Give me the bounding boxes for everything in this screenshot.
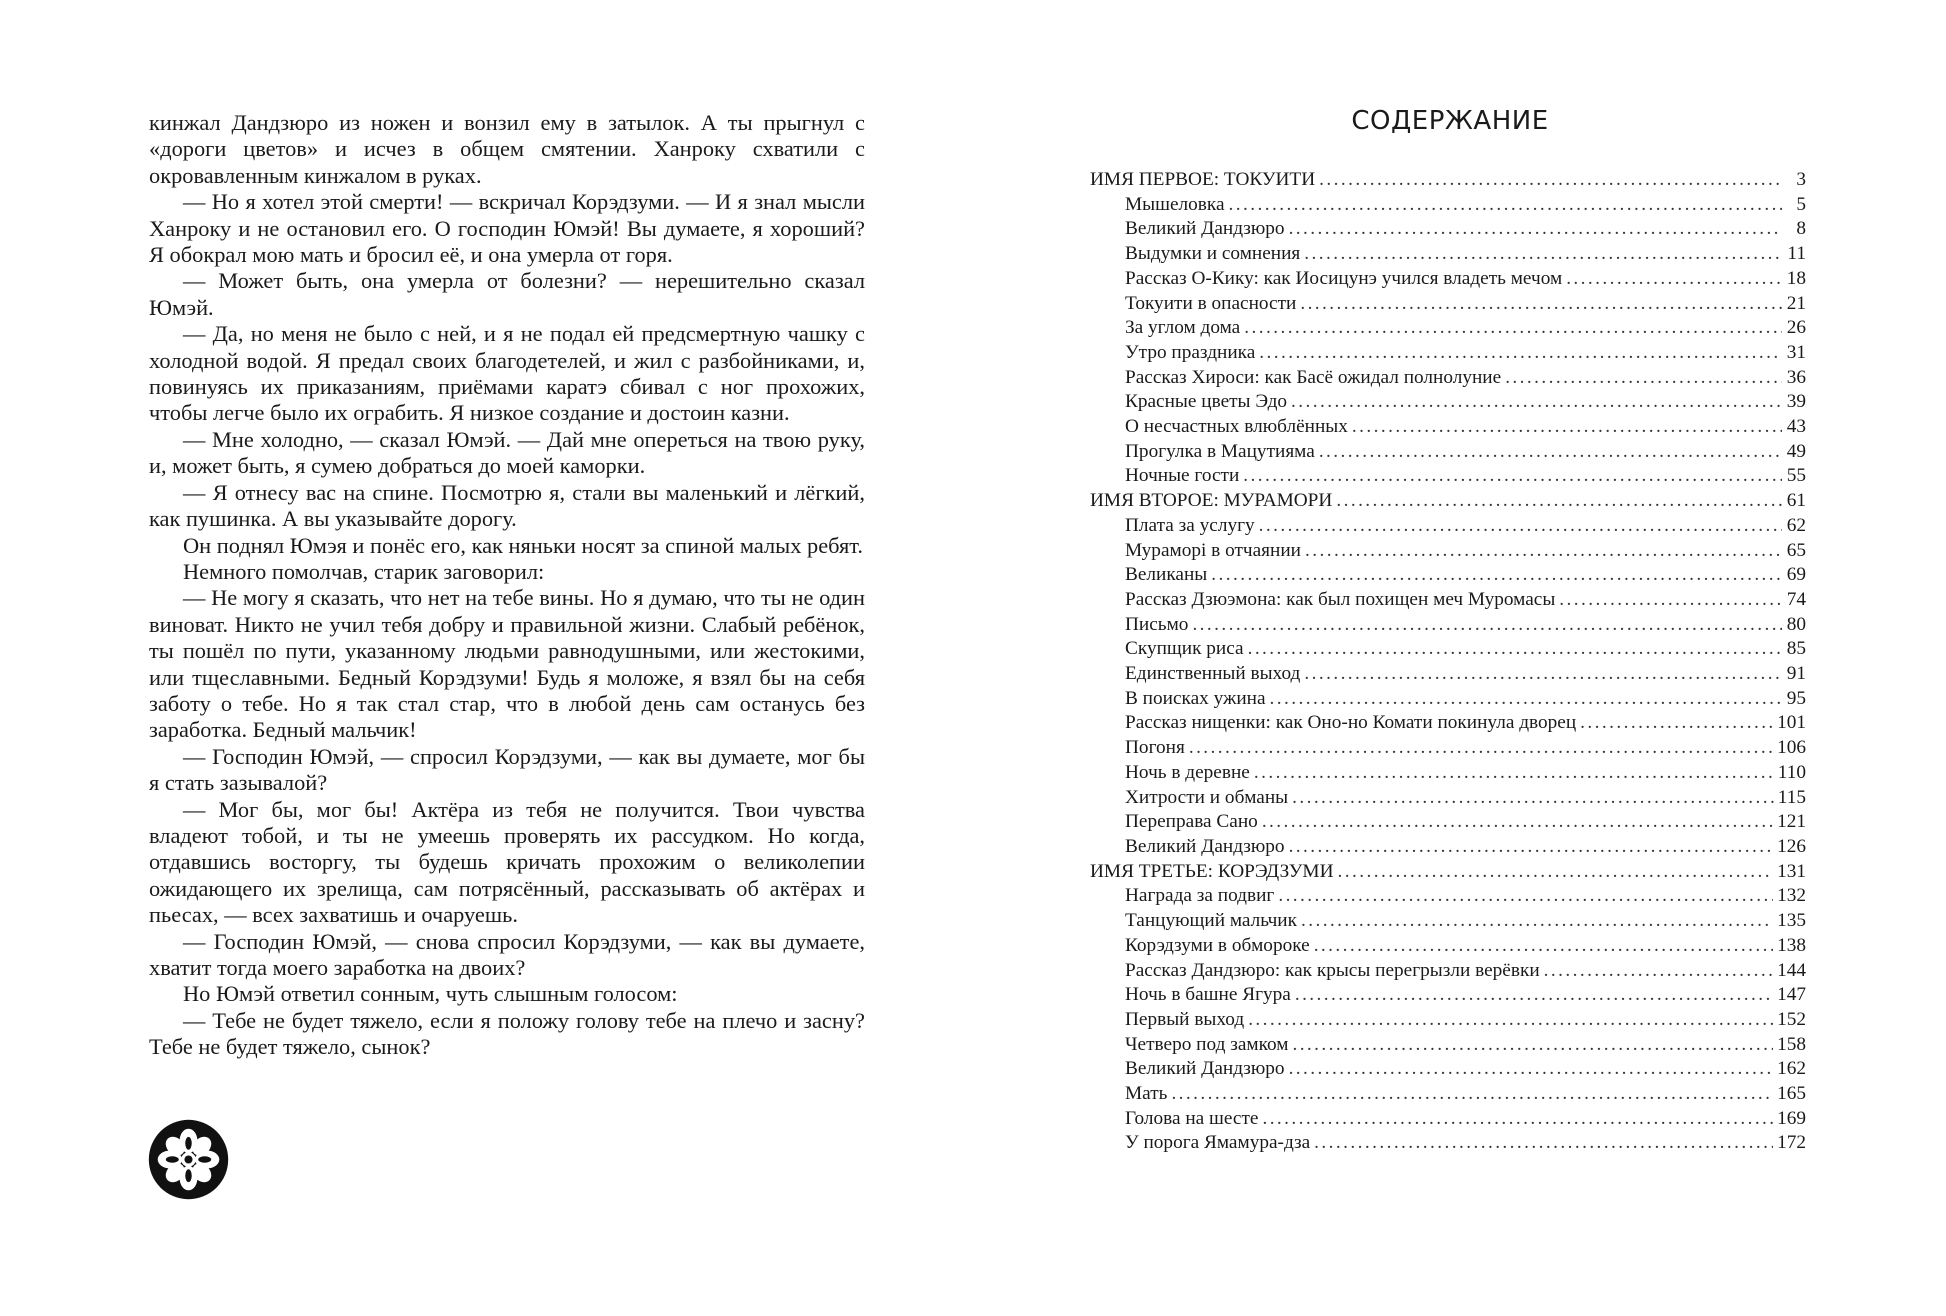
toc-leader-dots	[1289, 1057, 1774, 1082]
toc-leader-dots	[1314, 934, 1773, 959]
toc-entry-page: 147	[1777, 984, 1806, 1006]
toc-entry[interactable]	[1090, 341, 1806, 366]
toc-entry[interactable]	[1090, 1082, 1806, 1107]
toc-leader-dots	[1189, 736, 1773, 761]
paragraph: — Мог бы, мог бы! Актёра из тебя не получится. Твои чувства владеют тобой, и ты не умеешь проверять их рассудком. Но когда, отдавшись восторгу, ты будешь кричать прохожим о великолепии ожидающего их зрелища, сам потрясённый, рассказывать об актёрах и пьесах, — всех захватишь и очаруешь.	[149, 796, 865, 928]
toc-leader-dots	[1262, 1107, 1773, 1132]
toc-entry-page: 165	[1777, 1083, 1806, 1105]
paragraph: Немного помолчав, старик заговорил:	[183, 558, 545, 584]
paragraph: — Мне холодно, — сказал Юмэй. — Дай мне опереться на твою руку, и, может быть, я сумею добраться до моей каморки.	[149, 426, 865, 479]
toc-entry-title: Рассказ О-Кику: как Иосицунэ учился владеть мечом	[1125, 267, 1563, 289]
toc-entry[interactable]	[1090, 390, 1806, 415]
toc-entry-title: Первый выход	[1125, 1008, 1245, 1030]
toc-entry[interactable]	[1090, 267, 1806, 292]
paragraph: — Господин Юмэй, — снова спросил Корэдзуми, — как вы думаете, хватит тогда моего заработка на двоих?	[149, 928, 865, 980]
toc-entry[interactable]	[1090, 786, 1806, 811]
toc-entry[interactable]	[1090, 415, 1806, 440]
toc-leader-dots	[1319, 168, 1782, 193]
toc-entry[interactable]	[1090, 292, 1806, 317]
toc-entry-title: У порога Ямамура-дза	[1125, 1132, 1311, 1154]
paragraph: — Может быть, она умерла от болезни? — нерешительно сказал Юмэй.	[149, 268, 865, 320]
toc-entry-title: Ночные гости	[1125, 465, 1240, 487]
toc-entry-title: Плата за услугу	[1125, 514, 1255, 536]
toc-leader-dots	[1229, 193, 1782, 218]
toc-entry-title: Ночь в деревне	[1125, 761, 1250, 783]
toc-entry[interactable]	[1090, 366, 1806, 391]
toc-entry-page: 74	[1786, 588, 1806, 610]
toc-title: СОДЕРЖАНИЕ	[1351, 106, 1549, 136]
toc-entry-page: 21	[1786, 292, 1806, 314]
toc-entry-page: 101	[1777, 712, 1806, 734]
toc-entry-page: 26	[1786, 317, 1806, 339]
toc-leader-dots	[1304, 242, 1782, 267]
toc-leader-dots	[1314, 1131, 1773, 1156]
toc-part-heading[interactable]	[1090, 489, 1806, 514]
toc-entry-title: Награда за подвиг	[1125, 885, 1275, 907]
toc-leader-dots	[1259, 341, 1782, 366]
toc-leader-dots	[1559, 588, 1782, 613]
toc-entry[interactable]	[1090, 217, 1806, 242]
toc-leader-dots	[1262, 810, 1773, 835]
toc-leader-dots	[1254, 761, 1774, 786]
toc-entry[interactable]	[1090, 884, 1806, 909]
toc-entry-title: Рассказ нищенки: как Оно-но Комати покинула дворец	[1125, 712, 1577, 734]
toc-entry-title: Письмо	[1125, 613, 1189, 635]
toc-leader-dots	[1580, 711, 1773, 736]
toc-entry[interactable]	[1090, 959, 1806, 984]
toc-entry[interactable]	[1090, 588, 1806, 613]
toc-entry[interactable]	[1090, 835, 1806, 860]
toc-entry-page: 11	[1787, 243, 1806, 265]
toc-entry[interactable]	[1090, 440, 1806, 465]
toc-leader-dots	[1300, 292, 1782, 317]
toc-entry[interactable]	[1090, 711, 1806, 736]
toc-entry-page: 138	[1777, 934, 1806, 956]
toc-entry[interactable]	[1090, 316, 1806, 341]
toc-leader-dots	[1338, 860, 1774, 885]
toc-entry[interactable]	[1090, 563, 1806, 588]
toc-entry-title: ИМЯ ТРЕТЬЕ: КОРЭДЗУМИ	[1090, 860, 1334, 882]
toc-entry-title: Великий Дандзюро	[1125, 1058, 1285, 1080]
toc-entry-title: О несчастных влюблённых	[1125, 416, 1348, 438]
toc-entry-page: 115	[1777, 786, 1806, 808]
toc-entry-page: 172	[1777, 1132, 1806, 1154]
toc-entry-title: Единственный выход	[1125, 663, 1301, 685]
toc-leader-dots	[1259, 514, 1782, 539]
toc-leader-dots	[1243, 464, 1782, 489]
toc-entry-page: 95	[1786, 687, 1806, 709]
toc-leader-dots	[1278, 884, 1773, 909]
left-page-text	[149, 110, 865, 1061]
toc-leader-dots	[1292, 786, 1774, 811]
toc-entry[interactable]	[1090, 909, 1806, 934]
toc-entry-title: Танцующий мальчик	[1125, 910, 1297, 932]
toc-entry-title: Голова на шесте	[1125, 1107, 1259, 1129]
toc-entry[interactable]	[1090, 1057, 1806, 1082]
toc-entry-page: 39	[1786, 391, 1806, 413]
flower-emblem-icon	[148, 1119, 229, 1200]
toc-entry-page: 18	[1786, 267, 1806, 289]
toc-entry-title: Рассказ Дандзюро: как крысы перегрызли верёвки	[1125, 959, 1540, 981]
toc-leader-dots	[1291, 390, 1782, 415]
toc-leader-dots	[1304, 662, 1782, 687]
toc-entry-title: Великий Дандзюро	[1125, 218, 1285, 240]
toc-entry-page: 126	[1777, 835, 1806, 857]
toc-entry[interactable]	[1090, 1008, 1806, 1033]
paragraph: — Но я хотел этой смерти! — вскричал Корэдзуми. — И я знал мысли Ханроку и не остановил его. О господин Юмэй! Вы думаете, я хороший? Я обокрал мою мать и бросил её, и она умерла от горя.	[149, 189, 865, 268]
toc-entry-page: 158	[1777, 1033, 1806, 1055]
toc-entry-page: 121	[1777, 811, 1806, 833]
toc-entry-title: ИМЯ ПЕРВОЕ: ТОКУИТИ	[1090, 169, 1316, 190]
toc-entry-title: Великий Дандзюро	[1125, 835, 1285, 857]
toc-leader-dots	[1289, 217, 1782, 242]
toc-entry-page: 62	[1786, 514, 1806, 536]
toc-leader-dots	[1505, 366, 1782, 391]
toc-entry-title: За углом дома	[1125, 317, 1241, 339]
paragraph: — Тебе не будет тяжело, если я положу голову тебе на плечо и засну? Тебе не будет тяжело, сынок?	[149, 1007, 865, 1060]
toc-entry-page: 69	[1786, 564, 1806, 586]
toc-leader-dots	[1192, 613, 1782, 638]
toc-entry-title: Корэдзуми в обмороке	[1125, 934, 1310, 956]
toc-entry[interactable]	[1090, 1107, 1806, 1132]
toc-entry[interactable]	[1090, 464, 1806, 489]
toc-entry-title: Красные цветы Эдо	[1125, 391, 1288, 413]
toc-entry[interactable]	[1090, 514, 1806, 539]
toc-entry-page: 80	[1786, 613, 1806, 635]
toc-leader-dots	[1270, 687, 1782, 712]
toc-entry-page: 169	[1777, 1107, 1806, 1129]
toc-entry-page: 85	[1786, 638, 1806, 660]
toc-entry[interactable]	[1090, 662, 1806, 687]
toc-entry-title: Мышеловка	[1125, 193, 1225, 215]
toc-entry[interactable]	[1090, 193, 1806, 218]
toc-entry-title: Хитрости и обманы	[1125, 786, 1289, 808]
toc-entry[interactable]	[1090, 983, 1806, 1008]
toc-entry-title: Рассказ Дзюэмона: как был похищен меч Муромасы	[1125, 588, 1556, 610]
paragraph: Но Юмэй ответил сонным, чуть слышным голосом:	[183, 981, 678, 1007]
toc-entry-page: 131	[1777, 860, 1806, 882]
toc-leader-dots	[1336, 489, 1782, 514]
toc-entry-page: 55	[1786, 465, 1806, 487]
toc-entry-page: 162	[1777, 1058, 1806, 1080]
toc-leader-dots	[1248, 637, 1782, 662]
toc-entry-page: 36	[1786, 366, 1806, 388]
toc-entry-page: 3	[1796, 169, 1806, 190]
toc-entry-title: Рассказ Хироси: как Басё ожидал полнолуние	[1125, 366, 1502, 388]
toc-entry[interactable]	[1090, 761, 1806, 786]
toc-leader-dots	[1295, 983, 1773, 1008]
toc-entry-title: В поисках ужина	[1125, 687, 1266, 709]
toc-entry-title: Великаны	[1125, 564, 1208, 586]
toc-leader-dots	[1544, 959, 1773, 984]
toc-entry-page: 152	[1777, 1008, 1806, 1030]
toc-entry-page: 61	[1786, 490, 1806, 512]
toc-leader-dots	[1352, 415, 1782, 440]
toc-entry-page: 5	[1796, 193, 1806, 215]
toc-entry-title: Погоня	[1125, 737, 1185, 759]
toc-leader-dots	[1171, 1082, 1773, 1107]
toc-leader-dots	[1244, 316, 1782, 341]
toc-entry-title: Переправа Сано	[1125, 811, 1258, 833]
toc-part-heading[interactable]	[1090, 860, 1806, 885]
toc-entry-title: Мать	[1125, 1083, 1168, 1105]
paragraph: — Да, но меня не было с ней, и я не подал ей предсмертную чашку с холодной водой. Я предал своих благодетелей, и жил с разбойниками, и, повинуясь их приказаниям, приёмами каратэ сбивал с ног прохожих, чтобы легче было их ограбить. Я низкое создание и достоин казни.	[149, 321, 865, 426]
toc-entry-page: 31	[1786, 341, 1806, 363]
table-of-contents	[1090, 168, 1806, 1156]
toc-entry-page: 135	[1777, 910, 1806, 932]
toc-entry-title: Ночь в башне Ягура	[1125, 984, 1291, 1006]
toc-entry-title: Выдумки и сомнения	[1125, 243, 1301, 265]
toc-entry[interactable]	[1090, 539, 1806, 564]
toc-entry-page: 65	[1786, 539, 1806, 561]
toc-entry-page: 144	[1777, 959, 1806, 981]
toc-entry-title: ИМЯ ВТОРОЕ: МУРАМОРИ	[1090, 490, 1333, 512]
toc-entry[interactable]	[1090, 934, 1806, 959]
toc-entry-page: 132	[1777, 885, 1806, 907]
toc-entry-title: Мураморі в отчаянии	[1125, 539, 1301, 561]
toc-leader-dots	[1211, 563, 1782, 588]
toc-entry-title: Утро праздника	[1125, 341, 1256, 363]
toc-entry[interactable]	[1090, 1131, 1806, 1156]
toc-entry[interactable]	[1090, 810, 1806, 835]
toc-entry[interactable]	[1090, 687, 1806, 712]
toc-leader-dots	[1289, 835, 1774, 860]
paragraph: — Я отнесу вас на спине. Посмотрю я, стали вы маленький и лёгкий, как пушинка. А вы указывайте дорогу.	[149, 479, 865, 532]
toc-entry-page: 8	[1796, 218, 1806, 240]
toc-entry-title: Скупщик риса	[1125, 638, 1244, 660]
toc-part-heading[interactable]	[1090, 168, 1806, 193]
paragraph: — Господин Юмэй, — спросил Корэдзуми, — как вы думаете, мог бы я стать зазывалой?	[149, 743, 865, 796]
toc-leader-dots	[1566, 267, 1782, 292]
toc-entry-title: Прогулка в Мацутияма	[1125, 440, 1315, 462]
paragraph: кинжал Дандзюро из ножен и вонзил ему в затылок. А ты прыгнул с «дороги цветов» и исчез в общем смятении. Ханроку схватили с окровавленным кинжалом в руках.	[149, 110, 865, 188]
toc-entry-page: 49	[1786, 440, 1806, 462]
toc-entry[interactable]	[1090, 242, 1806, 267]
toc-entry-title: Четверо под замком	[1125, 1033, 1289, 1055]
toc-entry-page: 91	[1786, 663, 1806, 685]
toc-leader-dots	[1292, 1033, 1773, 1058]
toc-entry-page: 106	[1777, 737, 1806, 759]
toc-entry[interactable]	[1090, 1033, 1806, 1058]
toc-entry[interactable]	[1090, 637, 1806, 662]
toc-leader-dots	[1248, 1008, 1773, 1033]
toc-leader-dots	[1305, 539, 1782, 564]
toc-entry-page: 110	[1777, 761, 1806, 783]
toc-entry[interactable]	[1090, 736, 1806, 761]
toc-leader-dots	[1319, 440, 1782, 465]
toc-entry[interactable]	[1090, 613, 1806, 638]
toc-entry-page: 43	[1786, 416, 1806, 438]
paragraph: Он поднял Юмэя и понёс его, как няньки носят за спиной малых ребят.	[183, 532, 863, 558]
toc-leader-dots	[1301, 909, 1773, 934]
paragraph: — Не могу я сказать, что нет на тебе вины. Но я думаю, что ты не один виноват. Никто не учил тебя добру и правильной жизни. Слабый ребёнок, ты пошёл по пути, указанному людьми равнодушными, или жестокими, или тщеславными. Бедный Корэдзуми! Будь я моложе, я взял бы на себя заботу о тебе. Но я так стал стар, что в любой день сам останусь без заработка. Бедный мальчик!	[149, 585, 865, 743]
toc-entry-title: Токуити в опасности	[1125, 292, 1297, 314]
